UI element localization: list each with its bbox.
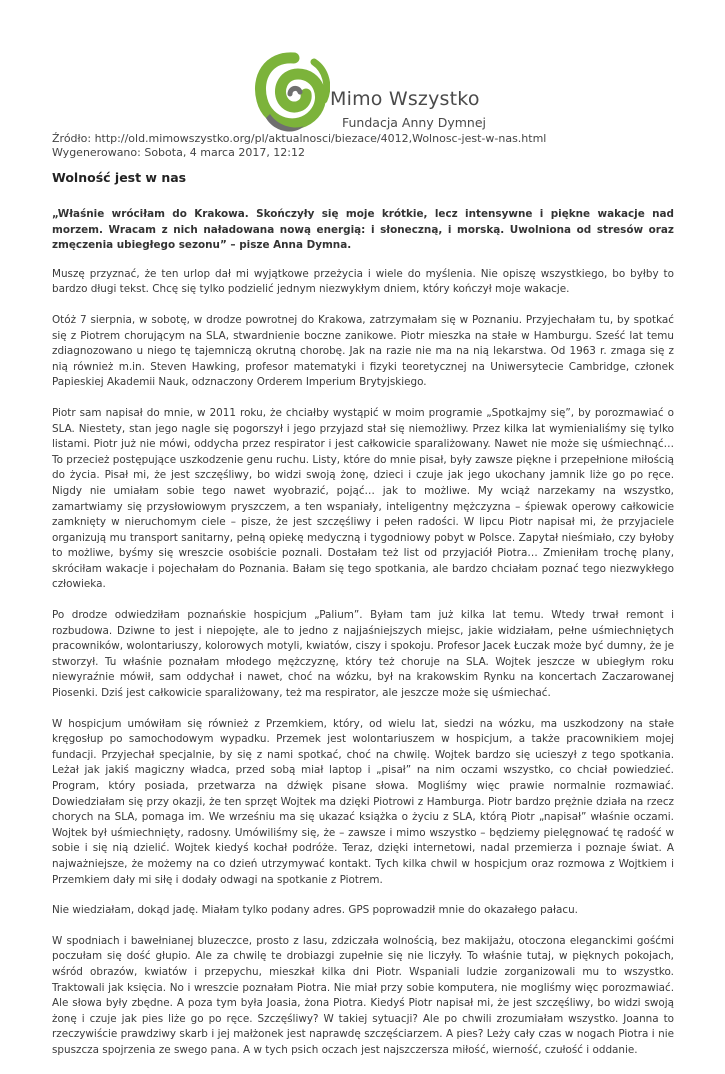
logo-title: Mimo Wszystko [330, 88, 480, 110]
article-title: Wolność jest w nas [52, 170, 187, 185]
logo-subtitle: Fundacja Anny Dymnej [342, 115, 486, 130]
article-paragraph: W hospicjum umówiłam się również z Przemkiem, który, od wielu lat, siedzi na wózku, ma uszkodzony na stałe kręgosłup po samochodowym wypadku. Przemek jest wolontariuszem w hospicjum, a także pracownikiem mojej fundacji. Przyjechał specjalnie, by się z nami spotkać, choć na chwilę. Wojtek bardzo się ucieszył z tego spotkania. Leżał jak jakiś magiczny władca, przed sobą miał laptop i „pisał” na nim oczami wszystko, co chciał powiedzieć. Program, który posiada, przetwarza na dźwięk pisane słowa. Mogliśmy więc prawie normalnie rozmawiać. Dowiedziałam się przy okazji, że ten sprzęt Wojtek ma dzięki Piotrowi z Hamburga. Piotr bardzo prężnie działa na rzecz chorych na SLA, pomaga im. We wrześniu ma się ukazać książka o życiu z SLA, którą Piotr „napisał” właśnie oczami. Wojtek był uśmiechnięty, radosny. Umówiliśmy się, że – zawsze i mimo wszystko – będziemy pielęgnować tę radość w sobie i się nią dzielić. Wojtek kiedyś kochał podróże. Teraz, dzięki internetowi, nadal przemierza i poznaje świat. A najważniejsze, że możemy na co dzień utrzymywać kontakt. Tych kilka chwil w hospicjum oraz rozmowa z Wojtkiem i Przemkiem dały mi siłę i dodały odwagi na spotkanie z Piotrem. [52, 717, 674, 886]
article-lead: „Właśnie wróciłam do Krakowa. Skończyły się moje krótkie, lecz intensywne i piękne wakacje nad morzem. Wracam z nich naładowana nową energią: i słoneczną, i morską. Uwolniona od stresów oraz zmęczenia ubiegłego sezonu” – pisze Anna Dymna. [52, 208, 674, 252]
article-paragraph: Piotr sam napisał do mnie, w 2011 roku, że chciałby wystąpić w moim programie „Spotkajmy się”, by porozmawiać o SLA. Niestety, stan jego nagle się pogorszył i jego przyjazd stał się niemożliwy. Przez kilka lat wymienialiśmy się tylko listami. Piotr już nie mówi, oddycha przez respirator i jest całkowicie sparaliżowany. Nawet nie może się uśmiechnąć… To przecież postępujące uszkodzenie genu ruchu. Listy, które do mnie pisał, były zawsze piękne i przepełnione miłością do życia. Pisał mi, że jest szczęśliwy, bo widzi swoją żonę, dzieci i czuje jak jego ukochany jamnik liże go po ręce. Nigdy nie umiałam sobie tego nawet wyobrazić, pojąć… jak to możliwe. My wciąż narzekamy na wszystko, zamartwiamy się przysłowiowym pryszczem, a ten wspaniały, inteligentny mężczyzna – śpiewak operowy całkowicie zamknięty w nieruchomym ciele – pisze, że jest szczęśliwy i pełen radości. W lipcu Piotr napisał mi, że przyjaciele organizują mu transport sanitarny, pełną opiekę medyczną i tygodniowy pobyt w Polsce. Zapytał nieśmiało, czy byłoby to możliwe, byśmy się wreszcie osobiście poznali. Dostałam też list od przyjaciół Piotra… Zmieniłam trochę plany, skróciłam wakacje i pojechałam do Poznania. Bałam się tego spotkania, ale bardzo chciałam poznać tego niezwykłego człowieka. [52, 406, 674, 591]
foundation-logo [254, 52, 484, 136]
article-paragraph: Nie wiedziałam, dokąd jadę. Miałam tylko podany adres. GPS poprowadził mnie do okazałego pałacu. [52, 904, 578, 917]
article-body [52, 207, 674, 1074]
document-meta [52, 132, 682, 160]
article-paragraph: Otóż 7 sierpnia, w sobotę, w drodze powrotnej do Krakowa, zatrzymałam się w Poznaniu. Przyjechałam tu, by spotkać się z Piotrem chorującym na SLA, stwardnienie boczne zanikowe. Piotr mieszka na stałe w Hamburgu. Sześć lat temu zdiagnozowano u niego tę tajemniczą okrutną chorobę. Jak na razie nie ma na nią lekarstwa. Od 1963 r. zmaga się z nią również m.in. Steven Hawking, profesor matematyki i fizyki teoretycznej na Uniwersytecie Cambridge, członek Papieskiej Akademii Nauk, odznaczony Orderem Imperium Brytyjskiego. [52, 313, 674, 389]
article-paragraph: W spodniach i bawełnianej bluzeczce, prosto z lasu, zdziczała wolnością, bez makijażu, otoczona eleganckimi gośćmi poczułam się dość głupio. Ale za chwilę te drobiazgi zupełnie się nie liczyły. To właśnie tutaj, w pięknych pokojach, wśród obrazów, kwiatów i przepychu, mieszkał kilka dni Piotr. Wspaniali ludzie zorganizowali mu to wszystko. Traktowali jak księcia. No i wreszcie poznałam Piotra. Nie miał przy sobie komputera, nie mogliśmy więc porozmawiać. Ale słowa były zbędne. A poza tym była Joasia, żona Piotra. Kiedyś Piotr napisał mi, że jest szczęśliwy, bo widzi swoją żonę i czuje jak pies liże go po ręce. Szczęśliwy? W takiej sytuacji? Ale po chwili zrozumiałam wszystko. Joanna to rzeczywiście prawdziwy skarb i jej małżonek jest naprawdę szczęściarzem. A pies? Leży cały czas w nogach Piotra i nie spuszcza spojrzenia ze swego pana. A w tych psich oczach jest najszczersza miłość, wierność, czułość i oddanie. [52, 934, 674, 1056]
source-url: Źródło: http://old.mimowszystko.org/pl/aktualnosci/biezace/4012,Wolnosc-jest-w-nas.html [52, 132, 547, 145]
article-paragraph: Muszę przyznać, że ten urlop dał mi wyjątkowe przeżycia i wiele do myślenia. Nie opiszę wszystkiego, bo byłby to bardzo długi tekst. Chcę się tylko podzielić jednym niezwykłym dniem, który kończył moje wakacje. [52, 267, 674, 296]
logo-swirl-core [290, 88, 300, 94]
generated-date: Wygenerowano: Sobota, 4 marca 2017, 12:12 [52, 146, 306, 159]
article-paragraph: Po drodze odwiedziłam poznańskie hospicjum „Palium”. Byłam tam już kilka lat temu. Wtedy trwał remont i rozbudowa. Dziwne to jest i niepojęte, ale to jedno z najjaśniejszych miejsc, jakie widziałam, pełne uśmiechniętych pracowników, wolontariuszy, kolorowych motyli, kwiatów, ciszy i spokoju. Profesor Jacek Łuczak może być dumny, że je stworzył. Tu właśnie poznałam młodego mężczyznę, który też choruje na SLA. Wojtek jeszcze w ubiegłym roku niewyraźnie mówił, sam oddychał i nawet, choć na wózku, był na krakowskim Rynku na koncertach Zaczarowanej Piosenki. Dziś jest całkowicie sparaliżowany, też ma respirator, ale jeszcze może się uśmiechać. [52, 609, 674, 700]
logo-swirl-icon [254, 52, 330, 136]
